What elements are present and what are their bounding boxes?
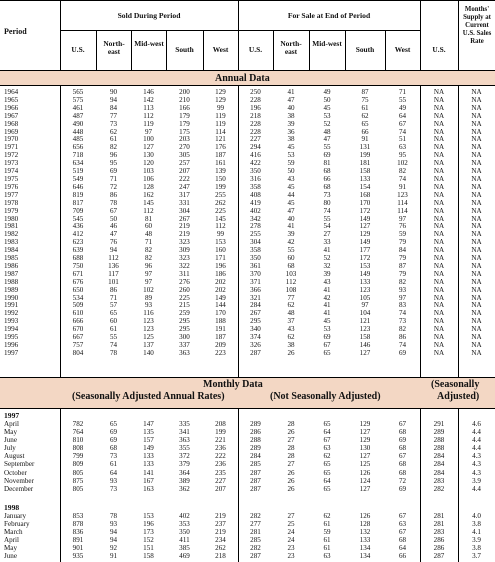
annual-sale_s-column: 87 75 61 62 65 66 91 131 199 181 158 133 154 168 170 172 149 127 129 149 177 172 153 149 133 123 105 97 104 121 123 158 146 127: [359, 88, 371, 357]
y1997-year-heading: 1997: [4, 411, 20, 420]
y1997-sale_ne-column: 28 26 27 28 28 27 26 26 26: [287, 420, 295, 493]
annual-sold_mw-column: 146 142 113 112 119 97 100 127 130 120 103 106 128 162 145 112 81 60 48 71 82 82 96 97 97 102 89 93 116 123 123 125 137 140: [143, 88, 154, 357]
col-sale-us: U.S.: [248, 45, 263, 54]
y1997-sale_w-column: 67 68 69 68 67 68 68 72 69: [398, 420, 407, 493]
y1997-sold_w-column: 208 199 221 236 222 236 235 227 207: [215, 420, 226, 493]
annual-sold_s-column: 200 210 166 179 179 175 203 270 305 257 207 222 247 317 331 304 267 219 219 323 309 323 322 311 276 260 225 215 259 295 295 300 337 363: [179, 88, 190, 357]
divider: [458, 0, 459, 70]
y1998-year-heading: 1998: [4, 503, 20, 512]
annual-sold_us-column: 565 575 461 487 490 448 485 656 718 634 519 549 646 819 817 709 545 436 412 623 639 688 750 671 676 650 534 509 610 666 670 667 757 804: [72, 88, 84, 357]
y1997-sold_us-column: 782 764 810 808 799 809 805 875 805: [72, 420, 84, 493]
annual-months-supply-column: NA NA NA NA NA NA NA NA NA NA NA NA NA NA NA NA NA NA NA NA NA NA NA NA NA NA NA NA NA NA NA NA NA NA: [471, 88, 482, 357]
y1998-month-column: January February March April May June: [4, 512, 30, 561]
y1998-sale_mw-column: 62 61 59 61 61 63: [323, 512, 331, 561]
column-divider: [238, 408, 239, 562]
y1997-sale_mw-column: 65 64 67 63 62 65 65 64 65: [323, 420, 331, 493]
annual-banner: [0, 71, 495, 85]
y1998-sale_ne-column: 27 25 24 24 23 23: [287, 512, 295, 561]
y1997-sold_ne-column: 65 69 69 68 73 61 64 93 73: [109, 420, 118, 493]
months-supply-header: Months' Supply at Current U.S. Sales Rate: [462, 6, 492, 45]
right-seasonal-note-1: (Seasonally: [431, 379, 480, 390]
y1997-sale_us-column: 289 286 288 289 284 285 287 287 287: [250, 420, 261, 493]
col-sale-northeast: North-east: [280, 39, 302, 56]
annual-sale_w-column: 71 55 49 64 67 74 51 63 95 102 82 74 91 123 114 114 97 76 59 79 84 79 87 79 82 93 97 83 74 73 82 86 74 69: [397, 88, 408, 357]
column-divider: [238, 85, 239, 377]
y1998-extra-us-column: 281 281 283 286 286 287: [433, 512, 445, 561]
monthly-banner-title: Monthly Data: [203, 379, 263, 390]
annual-sold_w-column: 129 129 99 119 119 114 121 176 187 161 139 150 199 255 262 225 145 112 99 153 160 171 196 186 202 202 149 144 170 188 191 187 209 223: [215, 88, 226, 357]
column-divider: [60, 85, 61, 377]
col-sale-south: South: [355, 45, 375, 54]
y1998-sold_us-column: 853 878 836 891 901 935: [72, 512, 84, 561]
y1998-sold_s-column: 402 353 350 411 385 469: [179, 512, 190, 561]
col-sold-northeast: North-east: [103, 39, 125, 56]
y1998-sale_w-column: 67 63 67 68 64 66: [398, 512, 407, 561]
col-sold-south: South: [175, 45, 194, 54]
col-sold-west: West: [212, 45, 229, 54]
monthly-banner: [0, 378, 495, 408]
annual-sale_ne-column: 41 47 40 38 39 36 38 45 53 59 50 43 45 44 45 47 40 41 39 42 55 60 68 103 112 108 77 62 48 37 43 62 38 26: [285, 88, 297, 357]
col-sale-west: West: [394, 45, 411, 54]
y1998-sold_w-column: 219 237 219 234 262 218: [215, 512, 226, 561]
sold-group-header: Sold During Period: [117, 11, 181, 20]
seasonally-adjusted-note: (Seasonally Adjusted Annual Rates): [72, 391, 225, 402]
column-divider: [420, 408, 421, 562]
y1998-months-supply-column: 4.0 3.8 4.1 3.9 3.8 3.7: [472, 512, 481, 561]
col-sold-midwest: Mid-west: [134, 39, 164, 48]
y1997-extra-us-column: 291 289 288 288 284 284 284 283 282: [433, 420, 445, 493]
col-extra-us: U.S.: [432, 45, 446, 54]
y1997-month-column: April May June July August September October November December: [4, 420, 35, 493]
column-divider: [420, 85, 421, 377]
annual-sale_mw-column: 49 50 45 53 52 48 47 55 69 81 68 66 68 73 80 74 55 54 27 33 41 52 32 39 43 41 42 41 41 45 53 69 67 65: [323, 88, 331, 357]
column-divider: [458, 85, 459, 377]
group-rule: [60, 30, 420, 31]
y1998-sale_s-column: 126 128 132 133 134 134: [359, 512, 371, 561]
annual-period-column: 1964 1965 1966 1967 1968 1969 1970 1971 1972 1973 1974 1975 1976 1977 1978 1979 1980 1981 1982 1983 1984 1985 1986 1987 1988 1989 1990 1991 1992 1993 1994 1995 1996 1997: [4, 88, 19, 357]
y1997-sold_mw-column: 147 135 157 149 133 133 141 167 163: [143, 420, 154, 493]
right-seasonal-note-2: Adjusted): [437, 391, 480, 402]
y1998-sold_mw-column: 153 196 173 152 151 158: [143, 512, 154, 561]
column-divider: [60, 408, 61, 562]
annual-banner-title: Annual Data: [215, 73, 270, 84]
sale-group-header: For Sale at End of Period: [287, 11, 371, 20]
annual-sold_ne-column: 90 94 84 77 73 62 61 82 96 95 69 71 72 86 78 67 50 46 47 76 94 112 136 117 101 86 71 57 65 60 61 55 74 78: [108, 88, 119, 357]
annual-extra-us-column: NA NA NA NA NA NA NA NA NA NA NA NA NA NA NA NA NA NA NA NA NA NA NA NA NA NA NA NA NA NA NA NA NA NA: [433, 88, 445, 357]
y1997-sold_s-column: 335 341 363 355 372 379 364 389 362: [179, 420, 190, 493]
y1997-sale_s-column: 129 127 129 130 127 125 126 124 127: [359, 420, 371, 493]
y1998-sale_us-column: 282 277 281 285 282 287: [250, 512, 261, 561]
not-seasonally-adjusted-note: (Not Seasonally Adjusted): [270, 391, 381, 402]
y1998-sold_ne-column: 78 93 94 94 92 91: [109, 512, 118, 561]
column-divider: [458, 408, 459, 562]
annual-sale_us-column: 250 228 196 218 228 228 227 294 416 422 350 316 358 408 419 402 342 278 255 304 358 350 361 370 371 366 321 284 267 295 340 374 326 287: [250, 88, 261, 357]
col-sold-us: U.S.: [71, 45, 85, 54]
y1997-months-supply-column: 4.6 4.4 4.4 4.4 4.3 4.3 4.3 3.9 4.4: [472, 420, 481, 493]
col-sale-midwest: Mid-west: [312, 39, 342, 48]
divider: [420, 0, 421, 70]
period-header: Period: [4, 27, 27, 36]
